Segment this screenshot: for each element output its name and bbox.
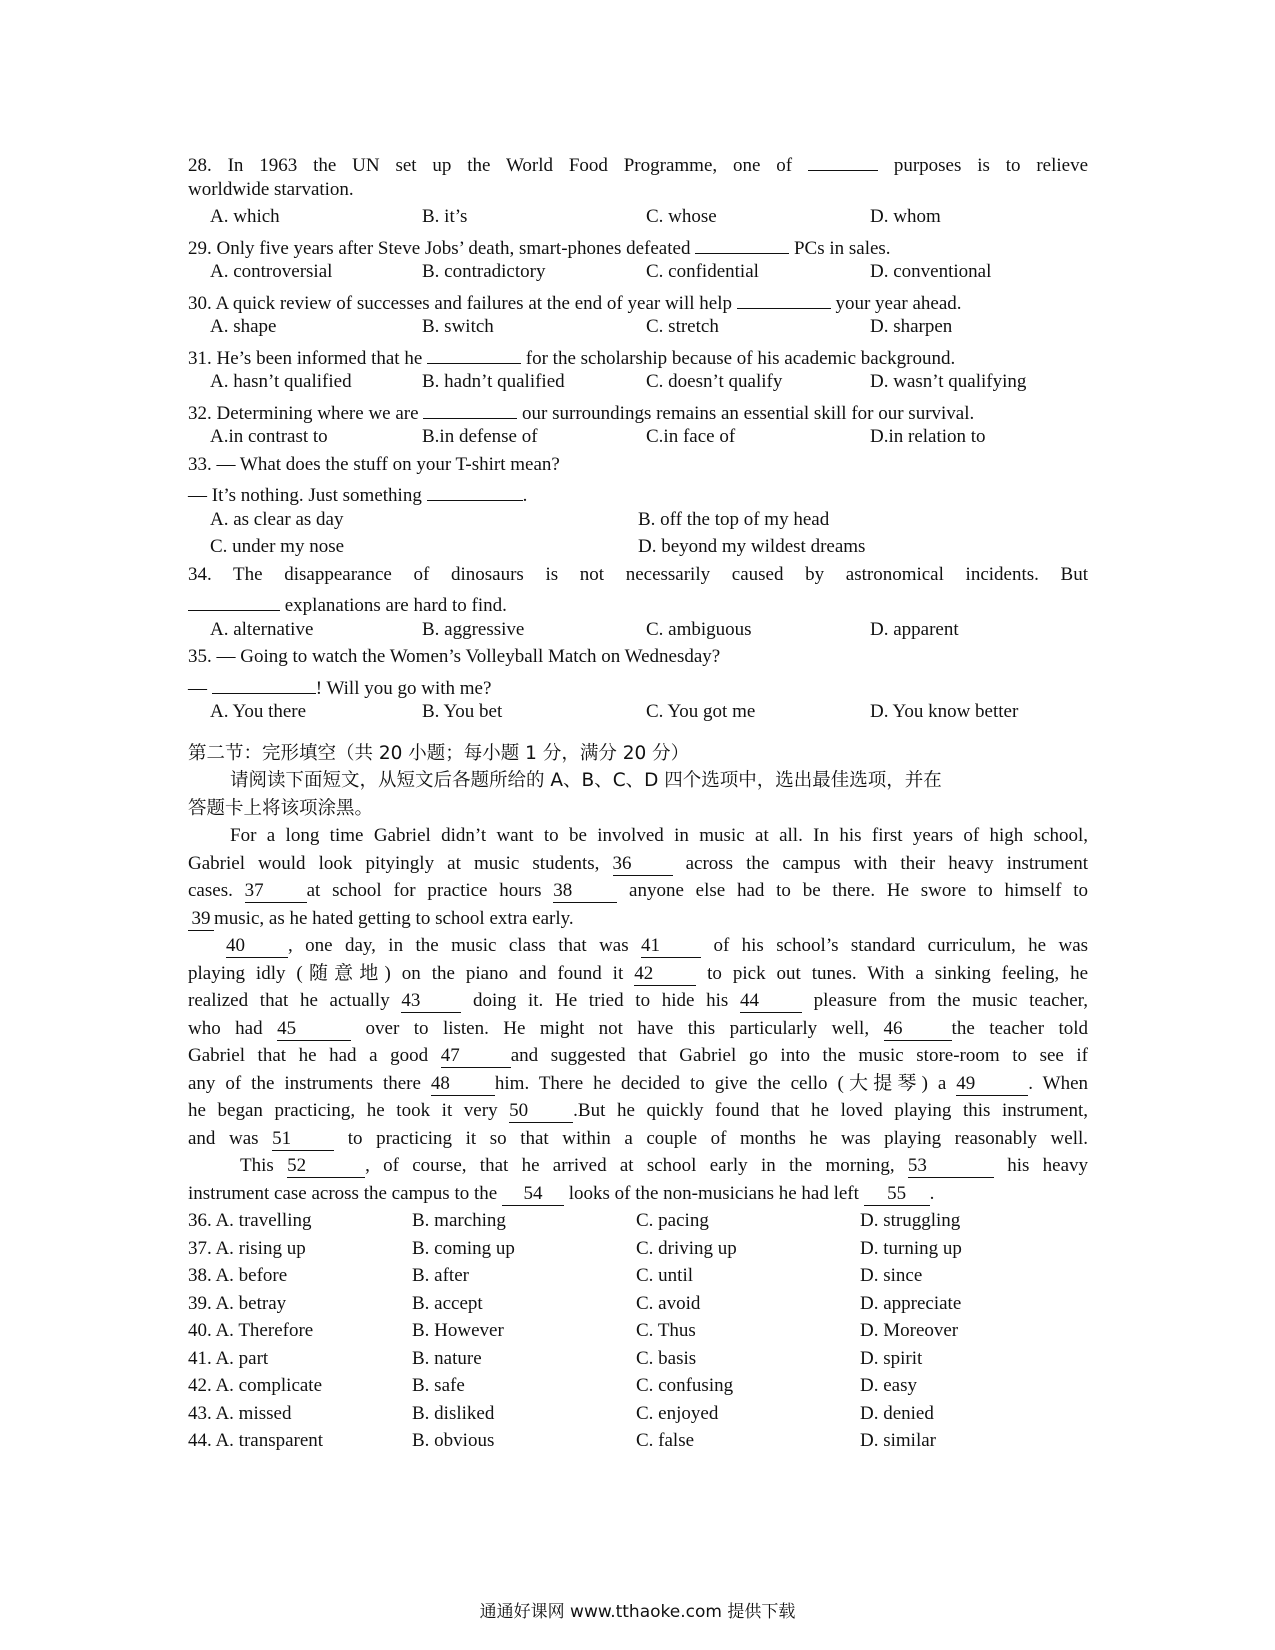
option-b: B. aggressive — [422, 618, 525, 640]
passage-text: . — [929, 1182, 935, 1204]
question-34-options — [188, 616, 1088, 644]
option-a: A. shape — [210, 316, 277, 337]
passage-text: the teacher told — [951, 1017, 1088, 1039]
option-d: D.in relation to — [870, 426, 986, 447]
option-c: C. avoid — [636, 1292, 701, 1314]
passage-text: , one day, in the music class that was — [288, 935, 629, 956]
passage-text: pleasure from the music teacher, — [813, 990, 1088, 1011]
option-d: D. beyond my wildest dreams — [638, 536, 866, 557]
stem-part: for the scholarship because of his academic background. — [525, 347, 956, 369]
question-28-options — [188, 203, 1088, 231]
question-30-stem — [188, 286, 1088, 314]
option-d: D. appreciate — [860, 1292, 962, 1314]
passage-line — [188, 932, 1088, 960]
option-b: B. accept — [412, 1292, 483, 1314]
question-34-line-2 — [188, 588, 1088, 616]
answer-blank — [427, 341, 521, 364]
option-d: D. apparent — [870, 618, 959, 640]
cloze-option-row — [188, 1235, 1088, 1263]
footer-download-note: 通通好课网 www.tthaoke.com 提供下载 — [479, 1602, 796, 1622]
cloze-blank: 40 — [226, 935, 288, 958]
option-c: C. basis — [636, 1347, 697, 1369]
option-a: 43. A. missed — [188, 1402, 292, 1424]
option-a: A. You there — [210, 701, 307, 722]
option-b: B. However — [412, 1320, 504, 1341]
question-31-stem — [188, 341, 1088, 369]
passage-line — [188, 877, 1088, 905]
option-b: B.in defense of — [422, 426, 538, 447]
question-35-options — [188, 698, 1088, 726]
passage-text: Gabriel would look pityingly at music students, — [188, 852, 600, 874]
section-instructions-line-2: 答题卡上将该项涂黑。 — [188, 797, 374, 819]
cloze-option-row — [188, 1207, 1088, 1235]
cloze-blank: 39 — [188, 908, 214, 931]
option-d: D. wasn’t qualifying — [870, 371, 1027, 392]
passage-text: instrument case across the campus to the — [188, 1182, 498, 1204]
section-heading: 第二节：完形填空（共 20 小题；每小题 1 分，满分 20 分） — [188, 742, 690, 764]
cloze-blank: 54 — [502, 1183, 564, 1206]
cloze-options — [188, 1207, 1088, 1455]
option-c: C. stretch — [646, 316, 719, 337]
stem-part: 31. He’s been informed that he — [188, 347, 423, 369]
option-c: C. whose — [646, 206, 717, 227]
passage-text: his heavy — [1007, 1155, 1088, 1176]
option-d: D. Moreover — [860, 1320, 959, 1341]
question-32-stem — [188, 396, 1088, 424]
option-b: B. You bet — [422, 701, 503, 722]
passage-text: music, as he hated getting to school extra early. — [214, 907, 574, 929]
option-c: C.in face of — [646, 426, 736, 447]
passage-line — [188, 1180, 1088, 1208]
stem-part: PCs in sales. — [793, 237, 891, 259]
cloze-blank: 41 — [641, 935, 701, 958]
cloze-option-row — [188, 1372, 1088, 1400]
answer-blank — [427, 478, 523, 501]
option-d: D. struggling — [860, 1210, 961, 1231]
cloze-option-row — [188, 1290, 1088, 1318]
cloze-blank: 52 — [287, 1155, 365, 1178]
cloze-blank: 55 — [864, 1183, 930, 1206]
option-d: D. You know better — [870, 701, 1019, 722]
question-33-options-row-2 — [188, 533, 1088, 561]
passage-line — [188, 1015, 1088, 1043]
passage-text: and was — [188, 1127, 259, 1149]
passage-text: cases. — [188, 880, 233, 901]
passage-line — [188, 905, 1088, 933]
question-35-line-2 — [188, 671, 1088, 699]
passage-line — [188, 960, 1088, 988]
question-31-options — [188, 368, 1088, 396]
question-29-options — [188, 258, 1088, 286]
question-35-line-1: 35. — Going to watch the Women’s Volleyball Match on Wednesday? — [188, 646, 721, 667]
option-c: C. confusing — [636, 1375, 734, 1396]
stem-part: 29. Only five years after Steve Jobs’ death, smart-phones defeated — [188, 237, 691, 259]
option-b: B. disliked — [412, 1402, 495, 1424]
passage-text: over to listen. He might not have this particularly well, — [365, 1017, 870, 1039]
option-a: A. as clear as day — [210, 508, 344, 530]
option-a: A. controversial — [210, 261, 333, 282]
passage-line — [188, 987, 1088, 1015]
option-a: A. alternative — [210, 618, 314, 640]
passage-text: any of the instruments there — [188, 1072, 421, 1094]
option-a: 39. A. betray — [188, 1292, 287, 1314]
passage-text: and suggested that Gabriel go into the music store-room to see if — [510, 1045, 1088, 1066]
option-d: D. similar — [860, 1430, 936, 1451]
answer-blank — [737, 286, 831, 309]
question-30-options — [188, 313, 1088, 341]
passage-text: doing it. He tried to hide his — [473, 990, 729, 1011]
cloze-blank: 44 — [740, 990, 802, 1013]
passage-text: Gabriel that he had a good — [188, 1045, 429, 1066]
answer-blank — [695, 231, 789, 254]
cloze-blank: 38 — [553, 880, 617, 903]
option-c: C. driving up — [636, 1237, 737, 1259]
question-29-stem — [188, 231, 1088, 259]
passage-line — [188, 850, 1088, 878]
option-b: B. contradictory — [422, 261, 546, 282]
cloze-blank: 48 — [431, 1073, 495, 1096]
stem-part: 32. Determining where we are — [188, 402, 419, 424]
option-b: B. nature — [412, 1347, 482, 1369]
question-33-options-row-1 — [188, 506, 1088, 534]
option-b: B. it’s — [422, 206, 468, 227]
passage-text: . When — [1028, 1072, 1088, 1094]
answer-blank — [188, 588, 280, 611]
option-c: C. pacing — [636, 1210, 709, 1231]
passage-text: , of course, that he arrived at school early in the morning, — [365, 1155, 895, 1176]
passage-text: anyone else had to be there. He swore to himself to — [629, 880, 1088, 901]
option-a: A. hasn’t qualified — [210, 371, 352, 392]
passage-text: playing idly (随意地) on the piano and found it — [188, 962, 624, 984]
option-a: 41. A. part — [188, 1347, 269, 1369]
stem-part: . — [522, 485, 528, 506]
option-a: 40. A. Therefore — [188, 1320, 314, 1341]
passage-text: he began practicing, he took it very — [188, 1100, 498, 1121]
cloze-blank: 45 — [277, 1018, 351, 1041]
question-28-line-2: worldwide starvation. — [188, 178, 354, 200]
option-b: B. hadn’t qualified — [422, 371, 565, 392]
passage-text: who had — [188, 1017, 263, 1039]
passage-text: to pick out tunes. With a sinking feeling, he — [707, 962, 1088, 984]
passage-line — [188, 1042, 1088, 1070]
cloze-blank: 36 — [613, 853, 673, 876]
question-33-line-1: 33. — What does the stuff on your T-shirt mean? — [188, 453, 560, 475]
option-a: A.in contrast to — [210, 426, 328, 447]
passage-text: looks of the non-musicians he had left — [568, 1182, 859, 1204]
question-28-stem-end: purposes is to relieve — [893, 155, 1088, 176]
option-d: D. denied — [860, 1402, 934, 1424]
option-a: 36. A. travelling — [188, 1210, 312, 1231]
answer-blank — [212, 671, 316, 694]
passage-text: to practicing it so that within a couple of months he was playing reasonably well. — [347, 1127, 1088, 1149]
option-d: D. sharpen — [870, 316, 953, 337]
cloze-option-row — [188, 1400, 1088, 1428]
option-c: C. until — [636, 1265, 694, 1286]
stem-part: — It’s nothing. Just something — [188, 485, 422, 506]
answer-blank — [423, 396, 517, 419]
cloze-blank: 49 — [956, 1073, 1028, 1096]
passage-line — [188, 1097, 1088, 1125]
passage-text: him. There he decided to give the cello (大提琴) a — [494, 1072, 947, 1094]
option-d: D. whom — [870, 206, 941, 227]
option-a: A. which — [210, 206, 280, 227]
passage-line — [188, 1070, 1088, 1098]
option-b: B. switch — [422, 316, 494, 337]
passage-line — [188, 1152, 1088, 1180]
option-a: 37. A. rising up — [188, 1237, 306, 1259]
cloze-blank: 51 — [272, 1128, 334, 1151]
option-c: C. Thus — [636, 1320, 696, 1341]
cloze-blank: 53 — [908, 1155, 994, 1178]
question-33-line-2 — [188, 478, 1088, 506]
section-instructions-line-1: 请阅读下面短文，从短文后各题所给的 A、B、C、D 四个选项中，选出最佳选项，并在 — [230, 770, 942, 791]
stem-part: ! Will you go with me? — [315, 677, 492, 699]
option-c: C. enjoyed — [636, 1402, 719, 1424]
passage-line: For a long time Gabriel didn’t want to be involved in music at all. In his first years of high school, — [230, 825, 1088, 846]
option-c: C. ambiguous — [646, 618, 752, 640]
option-b: B. off the top of my head — [638, 508, 830, 530]
cloze-option-row — [188, 1345, 1088, 1373]
stem-part: your year ahead. — [835, 292, 962, 314]
cloze-blank: 46 — [884, 1018, 952, 1041]
option-c: C. You got me — [646, 701, 756, 722]
cloze-blank: 47 — [441, 1045, 511, 1068]
passage-text: This — [240, 1155, 274, 1176]
passage-text: realized that he actually — [188, 990, 390, 1011]
option-b: B. marching — [412, 1210, 506, 1231]
cloze-blank: 43 — [401, 990, 461, 1013]
option-d: D. easy — [860, 1375, 917, 1396]
cloze-blank: 50 — [509, 1100, 573, 1123]
stem-part: 30. A quick review of successes and failures at the end of year will help — [188, 292, 732, 314]
passage-line — [188, 1125, 1088, 1153]
option-b: B. obvious — [412, 1430, 495, 1451]
option-d: D. spirit — [860, 1347, 923, 1369]
question-32-options — [188, 423, 1088, 451]
cloze-blank: 37 — [245, 880, 307, 903]
cloze-option-row — [188, 1427, 1088, 1455]
stem-part: — — [188, 677, 207, 699]
stem-part: explanations are hard to find. — [284, 595, 507, 616]
option-d: D. turning up — [860, 1237, 962, 1259]
option-c: C. false — [636, 1430, 695, 1451]
option-a: 38. A. before — [188, 1265, 288, 1286]
stem-part: our surroundings remains an essential skill for our survival. — [522, 402, 975, 424]
question-28-stem: 28. In 1963 the UN set up the World Food Programme, one of — [188, 155, 793, 176]
option-b: B. after — [412, 1265, 469, 1286]
option-d: D. conventional — [870, 261, 992, 282]
option-c: C. under my nose — [210, 536, 345, 557]
option-a: 44. A. transparent — [188, 1430, 324, 1451]
question-34-line-1: 34. The disappearance of dinosaurs is not necessarily caused by astronomical incidents. But — [188, 563, 1088, 585]
option-a: 42. A. complicate — [188, 1375, 323, 1396]
option-d: D. since — [860, 1265, 923, 1286]
exam-page — [188, 148, 1088, 1455]
option-c: C. doesn’t qualify — [646, 371, 783, 392]
passage-text: of his school’s standard curriculum, he was — [713, 935, 1088, 956]
question-28-line-1 — [188, 148, 1088, 176]
cloze-blank: 42 — [634, 963, 696, 986]
option-b: B. coming up — [412, 1237, 515, 1259]
cloze-option-row — [188, 1262, 1088, 1290]
option-b: B. safe — [412, 1375, 465, 1396]
passage-text: .But he quickly found that he loved playing this instrument, — [573, 1100, 1088, 1121]
passage-text: at school for practice hours — [306, 880, 542, 901]
passage-text: across the campus with their heavy instrument — [685, 852, 1088, 874]
answer-blank — [808, 148, 878, 171]
option-c: C. confidential — [646, 261, 759, 282]
cloze-option-row — [188, 1317, 1088, 1345]
